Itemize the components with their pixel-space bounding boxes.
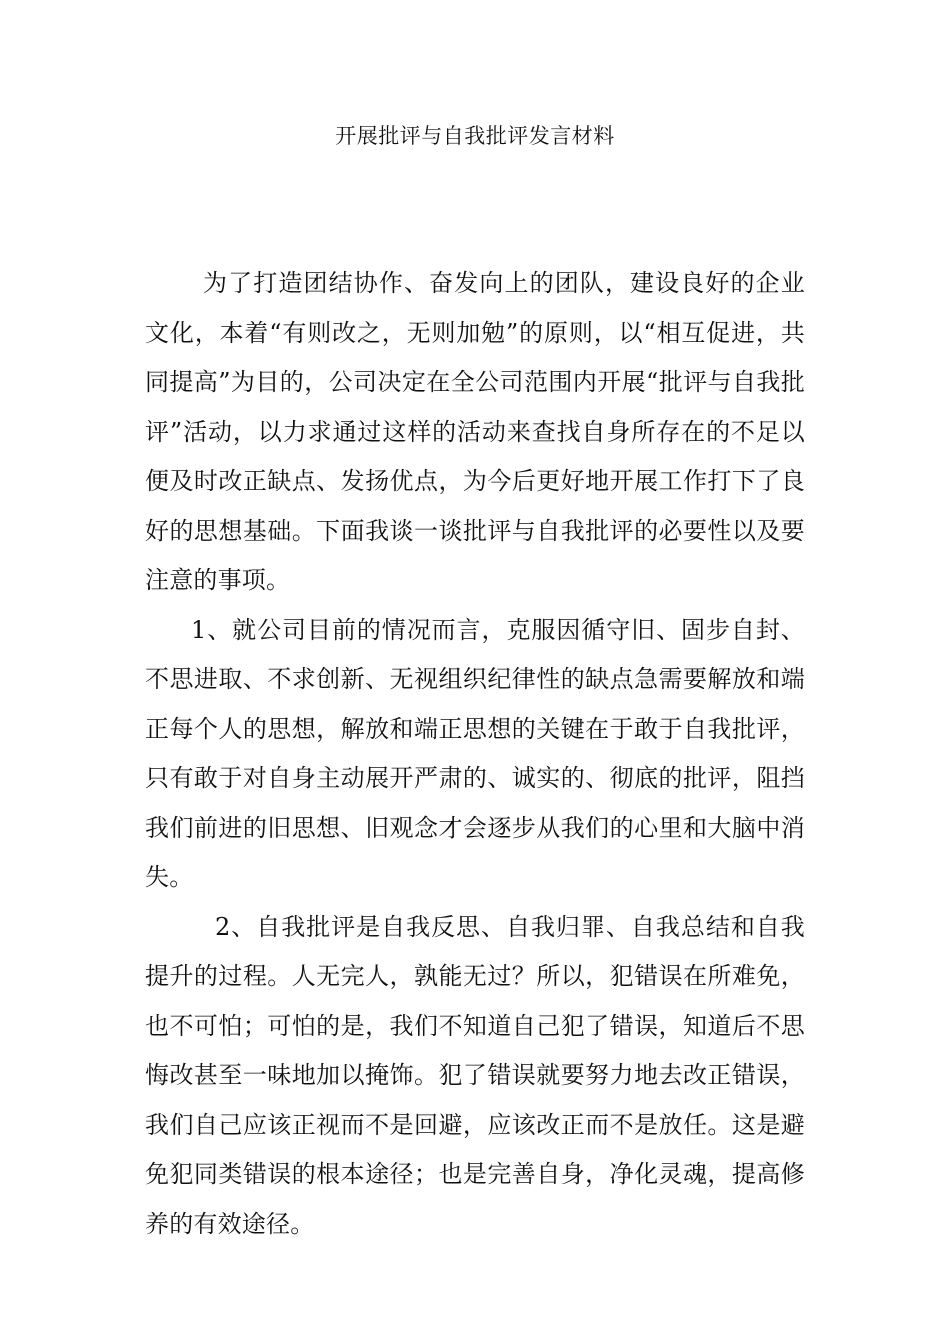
paragraph-point-1: 1、就公司目前的情况而言，克服因循守旧、固步自封、不思进取、不求创新、无视组织纪律性的缺点急需要解放和端正每个人的思想，解放和端正思想的关键在于敢于自我批评，只有敢于对自身主动展开严肃的、诚实的、彻底的批评，阻挡我们前进的旧思想、旧观念才会逐步从我们的心里和大脑中消失。 — [145, 615, 805, 891]
paragraph-point-2: 2、自我批评是自我反思、自我归罪、自我总结和自我提升的过程。人无完人，孰能无过？所以，犯错误在所难免，也不可怕；可怕的是，我们不知道自己犯了错误，知道后不思悔改甚至一味地加以掩饰。犯了错误就要努力地去改正错误，我们自己应该正视而不是回避，应该改正而不是放任。这是避免犯同类错误的根本途径；也是完善自身，净化灵魂，提高修养的有效途径。 — [145, 912, 805, 1238]
document-body — [145, 259, 805, 1249]
document-title: 开展批评与自我批评发言材料 — [335, 124, 615, 148]
paragraph-intro: 为了打造团结协作、奋发向上的团队，建设良好的企业文化，本着“有则改之，无则加勉”的原则，以“相互促进，共同提高”为目的，公司决定在全公司范围内开展“批评与自我批评”活动，以力求通过这样的活动来查找自身所存在的不足以便及时改正缺点、发扬优点，为今后更好地开展工作打下了良好的思想基础。下面我谈一谈批评与自我批评的必要性以及要注意的事项。 — [145, 269, 805, 594]
